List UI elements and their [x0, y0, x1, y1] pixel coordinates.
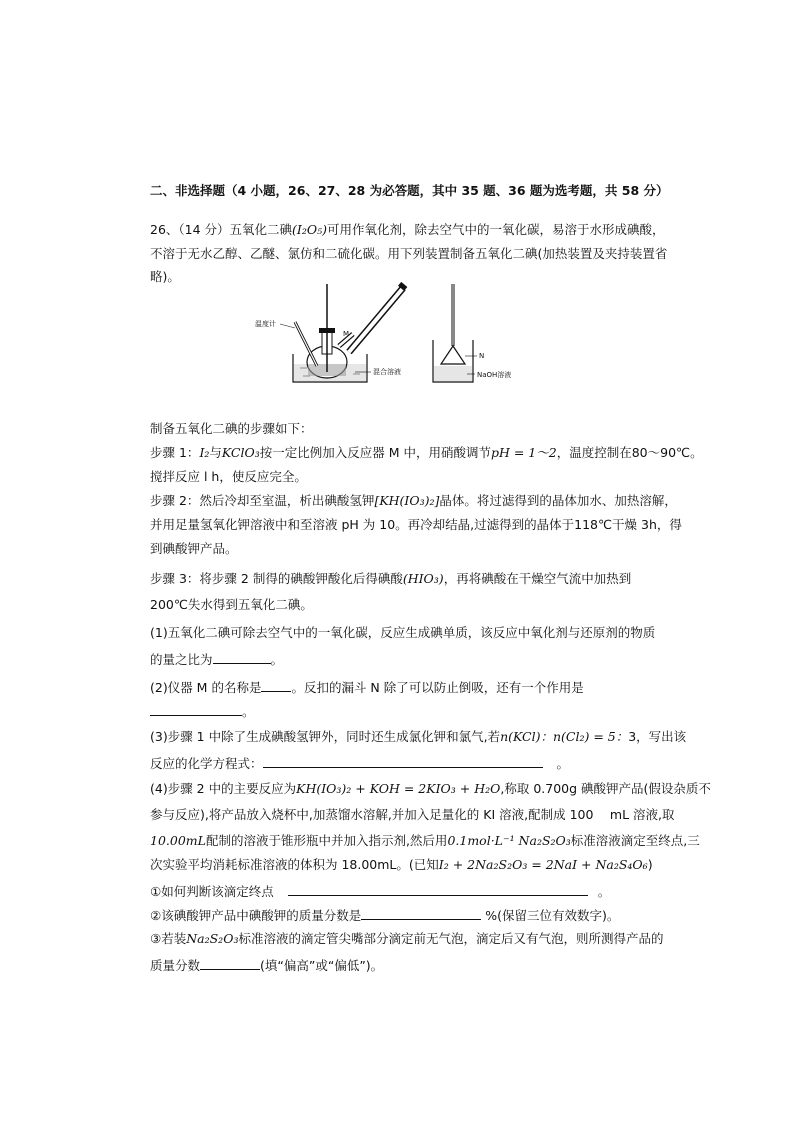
part2-text-b: 。反扣的漏斗 N 除了可以防止倒吸，还有一个作用是 — [291, 680, 584, 695]
ph-range: pH = 1～2 — [490, 445, 557, 460]
answer-blank-s3[interactable] — [200, 956, 260, 970]
part2-line1 — [150, 678, 584, 697]
part4-text-d: 标准溶液滴定至终点,三 — [570, 833, 700, 848]
step1-label: 步骤 1： — [150, 445, 200, 460]
i2-formula: I₂ — [199, 445, 210, 460]
part4-text-b: ,称取 0.700g 碘酸钾产品(假设杂质不 — [500, 781, 711, 796]
part2-period: 。 — [242, 704, 255, 719]
sub3-text-c: 质量分数 — [150, 958, 201, 973]
step3-text-a: 步骤 3：将步骤 2 制得的碘酸钾酸化后得碘酸 — [150, 571, 403, 586]
step2-line1 — [150, 492, 677, 510]
sub1-line — [150, 882, 610, 901]
ratio-kcl: n(KCl)： — [500, 729, 553, 744]
yu-text: 与 — [209, 445, 222, 460]
answer-blank-2b[interactable] — [150, 702, 242, 716]
step1-text-b: 按一定比例加入反应器 M 中，用硝酸调节 — [259, 445, 491, 460]
answer-blank-s1[interactable] — [288, 882, 588, 896]
sub3-line2 — [150, 956, 383, 975]
step2-text-b: 晶体。将过滤得到的晶体加水、加热溶解， — [439, 493, 677, 508]
khio3-formula: [KH(IO₃)₂] — [374, 493, 440, 508]
hio3-formula: (HIO₃) — [402, 571, 444, 586]
sub2-text-b: %(保留三位有效数字)。 — [485, 908, 620, 923]
step2-text-d: 干燥 3h，得 — [612, 517, 682, 532]
main-reaction: KH(IO₃)₂ + KOH = 2KIO₃ + H₂O — [296, 781, 501, 796]
part1-line1: (1)五氧化二碘可除去空气中的一氧化碳，反应生成碘单质，该反应中氧化剂与还原剂的物质 — [150, 625, 656, 640]
sub3-line1 — [150, 930, 663, 948]
step1-text-c: ，温度控制在 — [556, 445, 632, 460]
label-N: N — [479, 352, 485, 360]
sub3-text-a: ③若装 — [150, 931, 187, 946]
label-naoh: NaOH溶液 — [477, 371, 512, 379]
part3-period: 。 — [556, 756, 570, 771]
part1-period: 。 — [270, 652, 284, 667]
part4-line4 — [150, 856, 653, 874]
step2-line2 — [150, 516, 682, 534]
answer-blank-s2[interactable] — [361, 906, 481, 920]
sub3-text-b: 标准溶液的滴定管尖嘴部分滴定前无气泡，滴定后又有气泡，则所测得产品的 — [238, 931, 664, 946]
temp118: 118℃ — [574, 517, 613, 532]
q26-intro-line1 — [150, 221, 665, 239]
na2s2o3-formula: Na₂S₂O₃ — [186, 931, 239, 946]
part3-line2 — [150, 754, 569, 773]
answer-blank-1[interactable] — [213, 650, 271, 664]
step1-end: 。 — [690, 445, 703, 460]
answer-blank-3[interactable] — [263, 754, 543, 768]
part3-text-b: 3，写出该 — [628, 729, 687, 744]
part4-text-e: 次实验平均消耗标准溶液的体积为 18.00mL。(已知 — [150, 857, 439, 872]
label-M: M — [343, 330, 350, 338]
q26-intro-start: 26、（14 分）五氧化二碘 — [150, 222, 293, 237]
sub1-text: ①如何判断该滴定终点 — [150, 884, 274, 899]
part2-line2 — [150, 702, 255, 721]
step3-line2 — [150, 596, 313, 614]
label-thermometer: 温度计 — [255, 320, 276, 328]
step3-text-b: ，再将碘酸在干燥空气流中加热到 — [443, 571, 632, 586]
i2o5-formula: (I₂O₅) — [292, 222, 328, 237]
part4-text-f: ) — [647, 857, 653, 872]
part4-line1 — [150, 780, 711, 798]
sub3-text-d: (填“偏高”或“偏低”)。 — [260, 958, 384, 973]
sub1-period: 。 — [597, 884, 611, 899]
part3-text-a: (3)步骤 1 中除了生成碘酸氢钾外，同时还生成氯化钾和氯气,若 — [150, 729, 501, 744]
part4-text-c: 配制的溶液于锥形瓶中并加入指示剂,然后用 — [205, 833, 448, 848]
part3-text-c: 反应的化学方程式： — [150, 756, 263, 771]
sub2-line — [150, 906, 619, 925]
step1-line2: 搅拌反应 l h，使反应完全。 — [150, 469, 307, 484]
known-reaction: I₂ + 2Na₂S₂O₃ = 2NaI + Na₂S₄O₆ — [438, 857, 648, 872]
apparatus-figure — [255, 282, 525, 387]
part4-text-a: (4)步骤 2 中的主要反应为 — [150, 781, 297, 796]
q26-intro-rest: 可用作氧化剂，除去空气中的一氧化碳，易溶于水形成碘酸， — [327, 222, 665, 237]
label-mixed-solution: 混合溶液 — [373, 368, 401, 376]
q26-intro-line3: 略)。 — [150, 269, 180, 284]
section-heading: 二、非选择题（4 小题，26、27、28 为必答题，其中 35 题、36 题为选考题，共 58 分） — [150, 183, 669, 198]
ratio-cl2: n(Cl₂) = 5： — [552, 729, 629, 744]
step2-line3: 到碘酸钾产品。 — [150, 541, 238, 556]
part2-text-a: (2)仪器 M 的名称是 — [150, 680, 262, 695]
part4-line2: 参与反应),将产品放入烧杯中,加蒸馏水溶解,并加入足量化的 KI 溶液,配制成 100 mL 溶液,取 — [150, 807, 675, 822]
step3-line1 — [150, 570, 631, 588]
answer-blank-2a[interactable] — [261, 678, 291, 692]
sub2-text-a: ②该碘酸钾产品中碘酸钾的质量分数是 — [150, 908, 362, 923]
part1-text: 的量之比为 — [150, 652, 213, 667]
step1-line1 — [150, 444, 703, 462]
kclo3-formula: KClO₃ — [221, 445, 260, 460]
part4-line3 — [150, 832, 700, 850]
step3-text-c: 失水得到五氧化二碘。 — [187, 597, 313, 612]
part1-line2 — [150, 650, 283, 669]
temp200: 200℃ — [150, 597, 188, 612]
steps-title: 制备五氧化二碘的步骤如下： — [150, 421, 313, 436]
vol-10ml: 10.00mL — [150, 833, 206, 848]
q26-intro-line2: 不溶于无水乙醇、乙醚、氯仿和二硫化碳。用下列装置制备五氧化二碘(加热装置及夹持装置省 — [150, 246, 668, 261]
temp-range: 80～90℃ — [631, 445, 691, 460]
part3-line1 — [150, 728, 686, 746]
step2-text-a: 步骤 2：然后冷却至室温，析出碘酸氢钾 — [150, 493, 375, 508]
step2-text-c: 并用足量氢氧化钾溶液中和至溶液 pH 为 10。再冷却结晶,过滤得到的晶体于 — [150, 517, 575, 532]
titrant-formula: 0.1mol·L⁻¹ Na₂S₂O₃ — [447, 833, 571, 848]
